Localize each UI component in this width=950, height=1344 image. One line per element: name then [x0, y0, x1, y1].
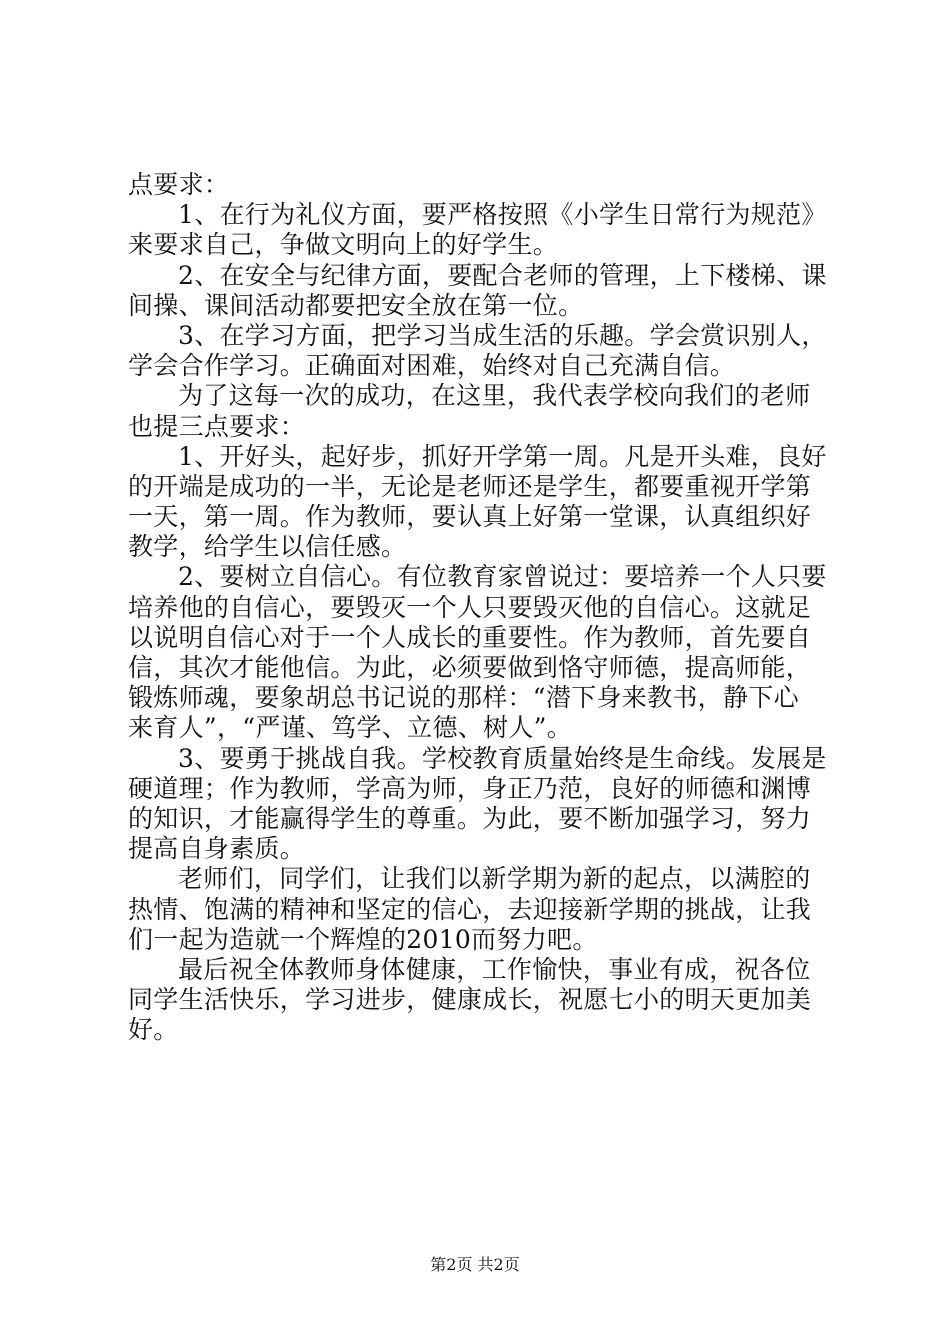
text-line: 一天，第一周。作为教师，要认真上好第一堂课，认真组织好: [128, 502, 812, 532]
page-footer: 第2页 共2页: [430, 1255, 520, 1274]
text-line: 3、在学习方面，把学习当成生活的乐趣。学会赏识别人，: [178, 320, 827, 350]
text-line: 们一起为造就一个辉煌的2010而努力吧。: [128, 924, 598, 954]
text-line: 为了这每一次的成功，在这里，我代表学校向我们的老师: [178, 381, 811, 411]
text-line: 同学生活快乐，学习进步，健康成长，祝愿七小的明天更加美: [128, 985, 812, 1015]
text-line: 学会合作学习。正确面对困难，始终对自己充满自信。: [128, 351, 736, 381]
text-line: 教学，给学生以信任感。: [128, 532, 407, 562]
text-line: 1、在行为礼仪方面，要严格按照《小学生日常行为规范》: [178, 200, 827, 230]
text-line: 提高自身素质。: [128, 834, 306, 864]
text-line: 好。: [128, 1015, 179, 1045]
text-line: 以说明自信心对于一个人成长的重要性。作为教师，首先要自: [128, 622, 812, 652]
text-line: 来育人”，“严谨、笃学、立德、树人”。: [128, 713, 573, 743]
text-line: 1、开好头，起好步，抓好开学第一周。凡是开头难，良好: [178, 441, 827, 471]
text-line: 也提三点要求：: [128, 411, 306, 441]
text-line: 3、要勇于挑战自我。学校教育质量始终是生命线。发展是: [178, 743, 827, 773]
text-line: 老师们，同学们，让我们以新学期为新的起点，以满腔的: [178, 864, 811, 894]
text-line: 培养他的自信心，要毁灭一个人只要毁灭他的自信心。这就足: [128, 592, 812, 622]
text-line: 最后祝全体教师身体健康，工作愉快，事业有成，祝各位: [178, 954, 811, 984]
text-line: 的开端是成功的一半，无论是老师还是学生，都要重视开学第: [128, 471, 812, 501]
text-line: 2、在安全与纪律方面，要配合老师的管理，上下楼梯、课: [178, 260, 827, 290]
text-line: 硬道理；作为教师，学高为师，身正乃范，良好的师德和渊博: [128, 773, 812, 803]
text-line: 间操、课间活动都要把安全放在第一位。: [128, 290, 584, 320]
text-line: 点要求：: [128, 170, 230, 199]
text-line: 热情、饱满的精神和坚定的信心，去迎接新学期的挑战，让我: [128, 894, 812, 924]
text-line: 信，其次才能他信。为此，必须要做到恪守师德，提高师能，: [128, 653, 812, 682]
text-line: 锻炼师魂，要象胡总书记说的那样：“潜下身来教书，静下心: [128, 683, 799, 713]
text-line: 的知识，才能赢得学生的尊重。为此，要不断加强学习，努力: [128, 803, 812, 833]
document-body: [128, 170, 834, 1045]
text-line: 2、要树立自信心。有位教育家曾说过：要培养一个人只要: [178, 562, 827, 592]
text-line: 来要求自己，争做文明向上的好学生。: [128, 230, 559, 260]
